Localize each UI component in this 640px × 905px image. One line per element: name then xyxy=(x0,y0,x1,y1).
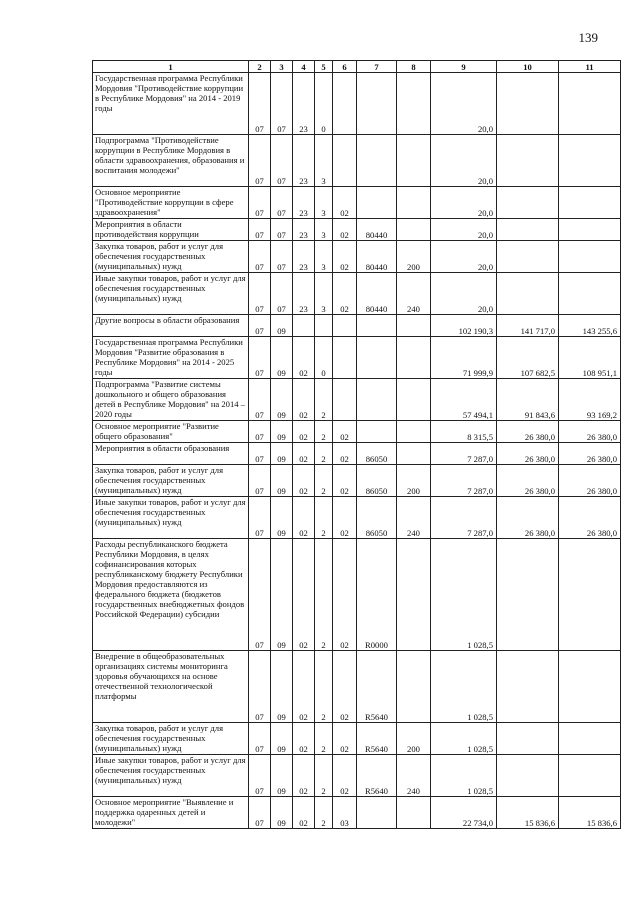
column-header: 10 xyxy=(497,61,559,73)
code-cell: 07 xyxy=(249,273,271,315)
code-cell xyxy=(397,135,431,187)
amount-cell xyxy=(559,723,621,755)
header-row xyxy=(93,61,621,73)
amount-cell xyxy=(559,219,621,241)
code-cell: 09 xyxy=(271,337,293,379)
column-header: 4 xyxy=(293,61,315,73)
code-cell: 02 xyxy=(333,755,357,797)
amount-cell: 26 380,0 xyxy=(559,443,621,465)
code-cell: 09 xyxy=(271,723,293,755)
amount-cell: 7 287,0 xyxy=(431,497,497,539)
code-cell: 07 xyxy=(249,187,271,219)
amount-cell: 20,0 xyxy=(431,273,497,315)
amount-cell xyxy=(559,135,621,187)
amount-cell xyxy=(497,539,559,651)
code-cell: 2 xyxy=(315,443,333,465)
code-cell: 2 xyxy=(315,651,333,723)
code-cell: 200 xyxy=(397,465,431,497)
code-cell xyxy=(315,315,333,337)
table-row xyxy=(93,187,621,219)
table-row xyxy=(93,379,621,421)
code-cell: 02 xyxy=(333,539,357,651)
column-header: 7 xyxy=(357,61,397,73)
code-cell: 09 xyxy=(271,797,293,829)
code-cell: 2 xyxy=(315,421,333,443)
budget-table xyxy=(92,60,621,829)
code-cell: 200 xyxy=(397,723,431,755)
row-label: Закупка товаров, работ и услуг для обеспечения государственных (муниципальных) нужд xyxy=(93,241,249,273)
code-cell: 2 xyxy=(315,755,333,797)
table-row xyxy=(93,241,621,273)
code-cell xyxy=(397,219,431,241)
amount-cell xyxy=(497,651,559,723)
code-cell: 02 xyxy=(293,797,315,829)
table-row xyxy=(93,273,621,315)
amount-cell xyxy=(559,651,621,723)
code-cell: 07 xyxy=(249,73,271,135)
code-cell: 09 xyxy=(271,465,293,497)
row-label: Закупка товаров, работ и услуг для обеспечения государственных (муниципальных) нужд xyxy=(93,723,249,755)
amount-cell: 57 494,1 xyxy=(431,379,497,421)
code-cell xyxy=(357,187,397,219)
code-cell: 07 xyxy=(249,337,271,379)
code-cell: 02 xyxy=(333,497,357,539)
code-cell: 23 xyxy=(293,187,315,219)
code-cell xyxy=(397,539,431,651)
amount-cell: 26 380,0 xyxy=(497,421,559,443)
table-row xyxy=(93,755,621,797)
amount-cell: 7 287,0 xyxy=(431,465,497,497)
amount-cell: 26 380,0 xyxy=(497,465,559,497)
code-cell xyxy=(293,315,315,337)
table-row xyxy=(93,421,621,443)
row-label: Мероприятия в области противодействия коррупции xyxy=(93,219,249,241)
row-label: Расходы республиканского бюджета Республики Мордовия, в целях софинансирования которых республиканскому бюджету Республики Мордовия предоставляются из федерального бюджета (бюджетов государственных внебюджетных фондов Российской Федерации) субсидии xyxy=(93,539,249,651)
row-label: Государственная программа Республики Мордовия "Противодействие коррупции в Республике Мордовия" на 2014 - 2019 годы xyxy=(93,73,249,135)
code-cell: 09 xyxy=(271,497,293,539)
code-cell: 0 xyxy=(315,337,333,379)
row-label: Внедрение в общеобразовательных организациях системы мониторинга здоровья обучающихся на основе отечественной технологической платформы xyxy=(93,651,249,723)
code-cell: 07 xyxy=(249,651,271,723)
code-cell xyxy=(357,797,397,829)
code-cell: 3 xyxy=(315,135,333,187)
code-cell: 07 xyxy=(271,73,293,135)
amount-cell: 1 028,5 xyxy=(431,755,497,797)
row-label: Государственная программа Республики Мордовия "Развитие образования в Республике Мордовия" на 2014 - 2025 годы xyxy=(93,337,249,379)
code-cell xyxy=(397,187,431,219)
table-row xyxy=(93,723,621,755)
amount-cell: 20,0 xyxy=(431,73,497,135)
amount-cell: 26 380,0 xyxy=(559,421,621,443)
code-cell: 07 xyxy=(249,219,271,241)
code-cell xyxy=(357,421,397,443)
row-label: Другие вопросы в области образования xyxy=(93,315,249,337)
table-row xyxy=(93,337,621,379)
amount-cell: 8 315,5 xyxy=(431,421,497,443)
code-cell xyxy=(397,797,431,829)
table-row xyxy=(93,219,621,241)
code-cell: 240 xyxy=(397,497,431,539)
code-cell: 02 xyxy=(293,723,315,755)
amount-cell: 20,0 xyxy=(431,135,497,187)
code-cell: 07 xyxy=(249,723,271,755)
row-label: Основное мероприятие "Противодействие коррупции в сфере здравоохранения" xyxy=(93,187,249,219)
code-cell: 02 xyxy=(333,465,357,497)
code-cell: 86050 xyxy=(357,443,397,465)
amount-cell xyxy=(559,187,621,219)
code-cell: 09 xyxy=(271,539,293,651)
row-label: Подпрограмма "Противодействие коррупции в Республике Мордовия в области здравоохранения, образования и воспитания молодежи" xyxy=(93,135,249,187)
code-cell: 3 xyxy=(315,273,333,315)
code-cell: 02 xyxy=(293,443,315,465)
code-cell xyxy=(333,315,357,337)
row-label: Подпрограмма "Развитие системы дошкольного и общего образования детей в Республике Мордовия" на 2014 – 2020 годы xyxy=(93,379,249,421)
code-cell xyxy=(333,337,357,379)
code-cell xyxy=(357,135,397,187)
row-label: Основное мероприятие "Развитие общего образования" xyxy=(93,421,249,443)
code-cell: 07 xyxy=(271,187,293,219)
code-cell: 02 xyxy=(333,723,357,755)
code-cell: 02 xyxy=(293,421,315,443)
code-cell: 23 xyxy=(293,273,315,315)
amount-cell xyxy=(559,73,621,135)
code-cell: 3 xyxy=(315,187,333,219)
row-label: Мероприятия в области образования xyxy=(93,443,249,465)
amount-cell: 20,0 xyxy=(431,219,497,241)
code-cell: 07 xyxy=(249,465,271,497)
code-cell xyxy=(397,337,431,379)
column-header: 8 xyxy=(397,61,431,73)
row-label: Иные закупки товаров, работ и услуг для обеспечения государственных (муниципальных) нужд xyxy=(93,497,249,539)
column-header: 2 xyxy=(249,61,271,73)
code-cell: 3 xyxy=(315,219,333,241)
code-cell: 03 xyxy=(333,797,357,829)
table-row xyxy=(93,315,621,337)
code-cell: 02 xyxy=(293,379,315,421)
code-cell: 23 xyxy=(293,219,315,241)
code-cell: 240 xyxy=(397,755,431,797)
table-row xyxy=(93,651,621,723)
code-cell: 2 xyxy=(315,465,333,497)
code-cell: 07 xyxy=(249,135,271,187)
code-cell: 09 xyxy=(271,755,293,797)
code-cell: 07 xyxy=(271,241,293,273)
amount-cell: 15 836,6 xyxy=(559,797,621,829)
amount-cell: 26 380,0 xyxy=(559,465,621,497)
amount-cell: 26 380,0 xyxy=(497,497,559,539)
code-cell: 3 xyxy=(315,241,333,273)
code-cell: R0000 xyxy=(357,539,397,651)
table-row xyxy=(93,497,621,539)
amount-cell: 1 028,5 xyxy=(431,651,497,723)
code-cell: 02 xyxy=(333,273,357,315)
row-label: Иные закупки товаров, работ и услуг для обеспечения государственных (муниципальных) нужд xyxy=(93,755,249,797)
code-cell: 07 xyxy=(249,797,271,829)
amount-cell: 102 190,3 xyxy=(431,315,497,337)
code-cell xyxy=(397,379,431,421)
code-cell: 09 xyxy=(271,315,293,337)
amount-cell xyxy=(497,187,559,219)
code-cell: 07 xyxy=(249,241,271,273)
amount-cell: 1 028,5 xyxy=(431,539,497,651)
code-cell: 07 xyxy=(271,135,293,187)
code-cell: 07 xyxy=(249,539,271,651)
table-row xyxy=(93,539,621,651)
code-cell xyxy=(397,651,431,723)
code-cell: 07 xyxy=(249,755,271,797)
amount-cell: 1 028,5 xyxy=(431,723,497,755)
amount-cell xyxy=(497,755,559,797)
code-cell: 02 xyxy=(333,651,357,723)
code-cell: 07 xyxy=(249,497,271,539)
code-cell: 86050 xyxy=(357,465,397,497)
code-cell: R5640 xyxy=(357,651,397,723)
code-cell: 02 xyxy=(293,465,315,497)
amount-cell: 15 836,6 xyxy=(497,797,559,829)
amount-cell: 143 255,6 xyxy=(559,315,621,337)
code-cell: 07 xyxy=(249,421,271,443)
code-cell: 02 xyxy=(333,421,357,443)
column-header: 5 xyxy=(315,61,333,73)
row-label: Закупка товаров, работ и услуг для обеспечения государственных (муниципальных) нужд xyxy=(93,465,249,497)
column-header: 6 xyxy=(333,61,357,73)
code-cell: 02 xyxy=(333,219,357,241)
amount-cell xyxy=(559,273,621,315)
code-cell xyxy=(357,337,397,379)
code-cell: 23 xyxy=(293,135,315,187)
table-row xyxy=(93,443,621,465)
table-body xyxy=(93,73,621,829)
code-cell: 02 xyxy=(293,497,315,539)
amount-cell xyxy=(559,755,621,797)
code-cell: 0 xyxy=(315,73,333,135)
column-header: 9 xyxy=(431,61,497,73)
amount-cell xyxy=(497,273,559,315)
amount-cell: 22 734,0 xyxy=(431,797,497,829)
code-cell: 240 xyxy=(397,273,431,315)
code-cell: 2 xyxy=(315,497,333,539)
code-cell xyxy=(397,421,431,443)
amount-cell: 107 682,5 xyxy=(497,337,559,379)
amount-cell: 20,0 xyxy=(431,187,497,219)
code-cell: 02 xyxy=(293,539,315,651)
code-cell: 86050 xyxy=(357,497,397,539)
row-label: Основное мероприятие "Выявление и поддержка одаренных детей и молодежи" xyxy=(93,797,249,829)
column-header: 11 xyxy=(559,61,621,73)
code-cell xyxy=(333,73,357,135)
code-cell: 09 xyxy=(271,379,293,421)
code-cell: 02 xyxy=(293,337,315,379)
amount-cell xyxy=(559,241,621,273)
amount-cell xyxy=(497,219,559,241)
amount-cell xyxy=(497,73,559,135)
code-cell: 07 xyxy=(249,315,271,337)
amount-cell xyxy=(559,539,621,651)
amount-cell: 108 951,1 xyxy=(559,337,621,379)
code-cell: 09 xyxy=(271,421,293,443)
amount-cell: 26 380,0 xyxy=(497,443,559,465)
code-cell: 07 xyxy=(271,219,293,241)
code-cell: 07 xyxy=(249,379,271,421)
code-cell: 200 xyxy=(397,241,431,273)
amount-cell: 7 287,0 xyxy=(431,443,497,465)
column-header: 3 xyxy=(271,61,293,73)
code-cell xyxy=(397,315,431,337)
code-cell xyxy=(397,443,431,465)
code-cell: 07 xyxy=(271,273,293,315)
amount-cell xyxy=(497,723,559,755)
code-cell xyxy=(333,135,357,187)
code-cell: 2 xyxy=(315,723,333,755)
amount-cell: 91 843,6 xyxy=(497,379,559,421)
code-cell xyxy=(333,379,357,421)
code-cell: 2 xyxy=(315,797,333,829)
code-cell: 09 xyxy=(271,651,293,723)
code-cell xyxy=(357,73,397,135)
row-label: Иные закупки товаров, работ и услуг для обеспечения государственных (муниципальных) нужд xyxy=(93,273,249,315)
page-number: 139 xyxy=(578,30,598,45)
code-cell: 02 xyxy=(333,241,357,273)
amount-cell: 141 717,0 xyxy=(497,315,559,337)
code-cell xyxy=(397,73,431,135)
amount-cell xyxy=(497,135,559,187)
code-cell: 02 xyxy=(333,187,357,219)
code-cell: 02 xyxy=(293,755,315,797)
code-cell xyxy=(357,315,397,337)
code-cell: 80440 xyxy=(357,241,397,273)
table-row xyxy=(93,797,621,829)
code-cell: 2 xyxy=(315,539,333,651)
table-row xyxy=(93,73,621,135)
code-cell: 02 xyxy=(293,651,315,723)
code-cell: 23 xyxy=(293,241,315,273)
code-cell: 2 xyxy=(315,379,333,421)
code-cell xyxy=(357,379,397,421)
amount-cell: 20,0 xyxy=(431,241,497,273)
code-cell: R5640 xyxy=(357,723,397,755)
table-row xyxy=(93,465,621,497)
code-cell: 80440 xyxy=(357,219,397,241)
column-header: 1 xyxy=(93,61,249,73)
code-cell: 23 xyxy=(293,73,315,135)
code-cell: 07 xyxy=(249,443,271,465)
amount-cell: 71 999,9 xyxy=(431,337,497,379)
amount-cell xyxy=(497,241,559,273)
amount-cell: 26 380,0 xyxy=(559,497,621,539)
table-row xyxy=(93,135,621,187)
code-cell: 09 xyxy=(271,443,293,465)
code-cell: 02 xyxy=(333,443,357,465)
amount-cell: 93 169,2 xyxy=(559,379,621,421)
code-cell: 80440 xyxy=(357,273,397,315)
code-cell: R5640 xyxy=(357,755,397,797)
